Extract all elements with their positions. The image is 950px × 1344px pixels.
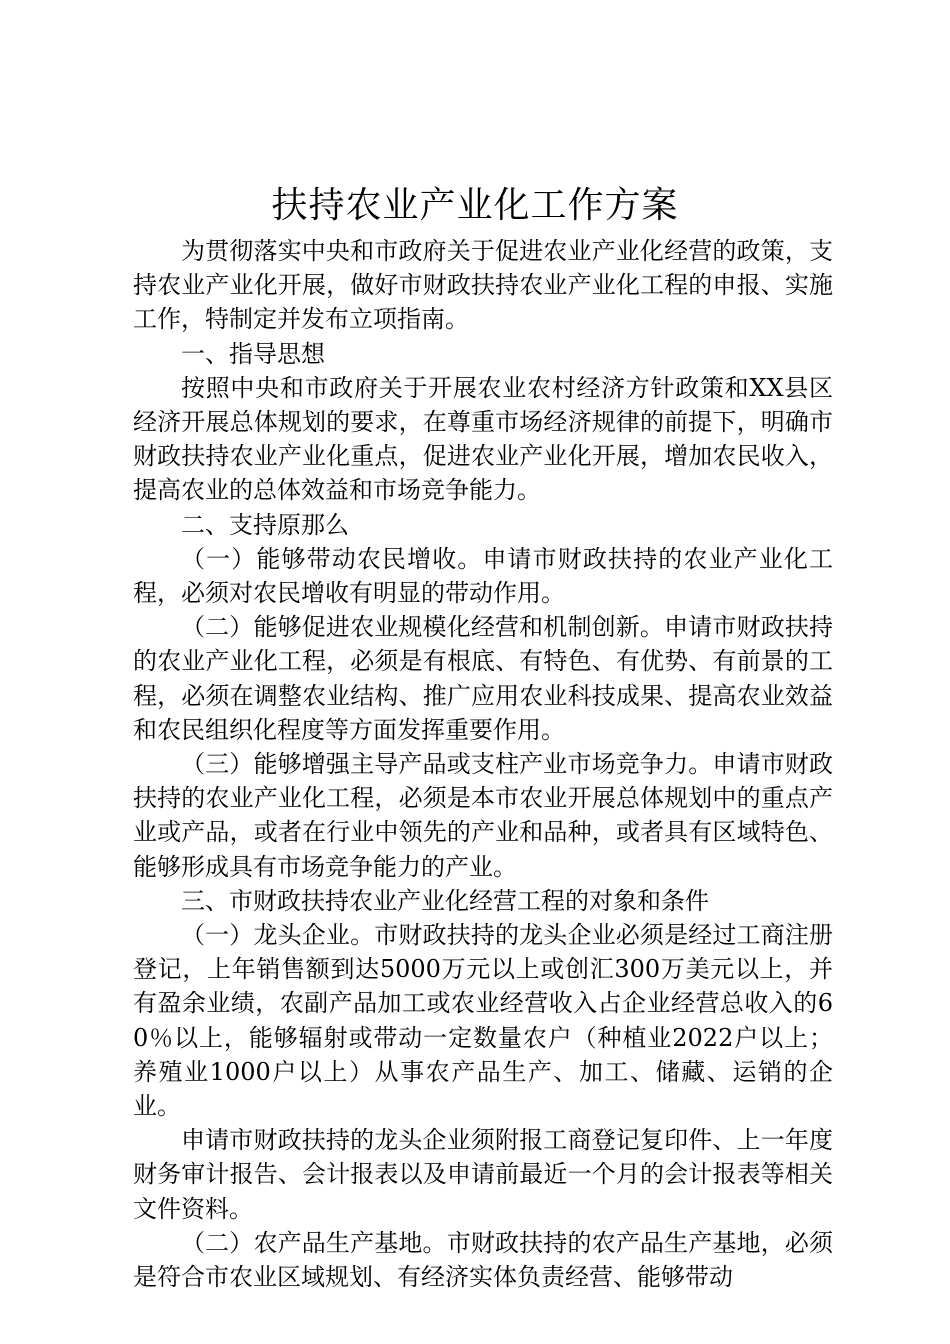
section-heading-support-principles: 二、支持原那么 <box>181 510 349 539</box>
intro-paragraph: 为贯彻落实中央和市政府关于促进农业产业化经营的政策，支持农业产业化开展，做好市财政扶持农业产业化工程的申报、实施工作，特制定并发布立项指南。 <box>133 237 833 334</box>
enterprise-documents-paragraph: 申请市财政扶持的龙头企业须附报工商登记复印件、上一年度财务审计报告、会计报表以及申请前最近一个月的会计报表等相关文件资料。 <box>133 1126 833 1223</box>
leading-enterprise-paragraph: （一）龙头企业。市财政扶持的龙头企业必须是经过工商注册登记，上年销售额到达5000万元以上或创汇300万美元以上，并有盈余业绩，农副产品加工或农业经营收入占企业经营总收入的60％以上，能够辐射或带动一定数量农户（种植业2022户以上；养殖业1000户以上）从事农产品生产、加工、储藏、运销的企业。 <box>133 921 833 1121</box>
document-body <box>133 234 833 1294</box>
production-base-paragraph: （二）农产品生产基地。市财政扶持的农产品生产基地，必须是符合市农业区域规划、有经济实体负责经营、能够带动 <box>133 1228 833 1292</box>
section-heading-guiding-ideology: 一、指导思想 <box>181 339 325 368</box>
principle-2-paragraph: （二）能够促进农业规模化经营和机制创新。申请市财政扶持的农业产业化工程，必须是有根底、有特色、有优势、有前景的工程，必须在调整农业结构、推广应用农业科技成果、提高农业效益和农民组织化程度等方面发挥重要作用。 <box>133 613 833 744</box>
principle-3-paragraph: （三）能够增强主导产品或支柱产业市场竞争力。申请市财政扶持的农业产业化工程，必须是本市农业开展总体规划中的重点产业或产品，或者在行业中领先的产业和品种，或者具有区域特色、能够形成具有市场竞争能力的产业。 <box>133 750 833 881</box>
guiding-ideology-paragraph: 按照中央和市政府关于开展农业农村经济方针政策和XX县区经济开展总体规划的要求，在尊重市场经济规律的前提下，明确市财政扶持农业产业化重点，促进农业产业化开展，增加农民收入，提高农业的总体效益和市场竞争能力。 <box>133 373 833 505</box>
section-heading-targets-conditions: 三、市财政扶持农业产业化经营工程的对象和条件 <box>181 886 709 915</box>
principle-1-paragraph: （一）能够带动农民增收。申请市财政扶持的农业产业化工程，必须对农民增收有明显的带动作用。 <box>133 544 833 608</box>
document-title: 扶持农业产业化工作方案 <box>271 185 679 226</box>
